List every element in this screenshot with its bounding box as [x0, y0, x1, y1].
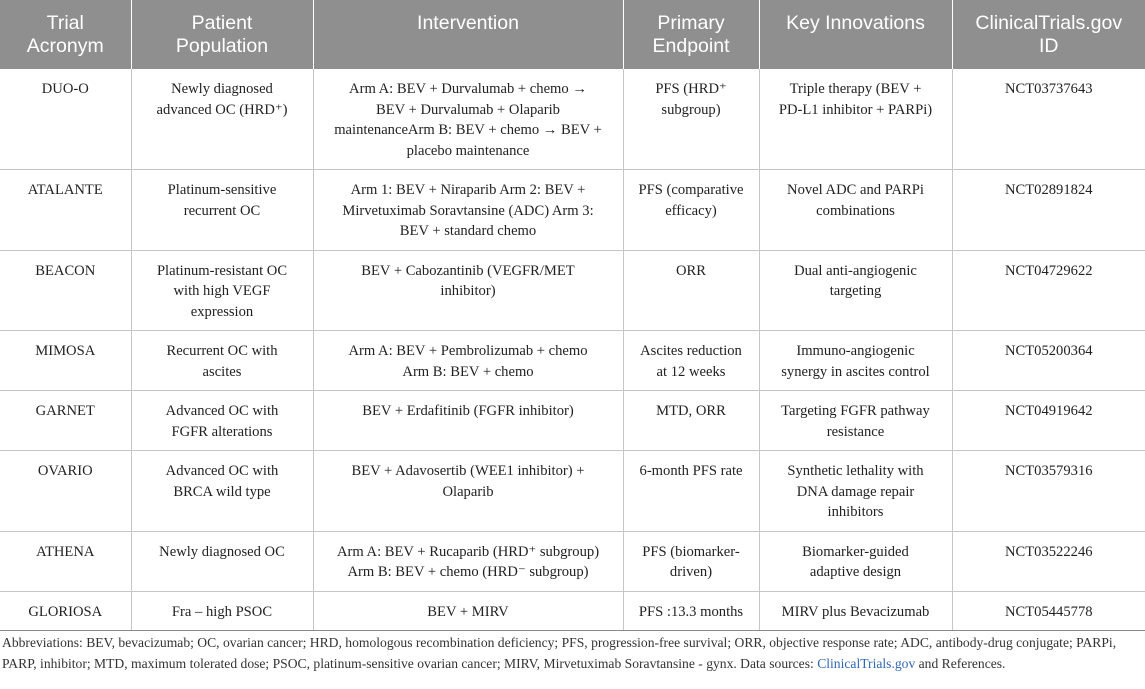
cell-key-innovations: Synthetic lethality with DNA damage repair inhibitors [759, 451, 952, 532]
header-patient-population: Patient Population [131, 0, 313, 69]
cell-trial-acronym: OVARIO [0, 451, 131, 532]
cell-patient-population: Newly diagnosed OC [131, 531, 313, 591]
table-row [0, 69, 1145, 170]
cell-intervention: BEV + MIRV [313, 591, 623, 631]
header-key-innovations: Key Innovations [759, 0, 952, 69]
cell-primary-endpoint: PFS :13.3 months [623, 591, 759, 631]
table-row [0, 391, 1145, 451]
cell-trial-id: NCT04729622 [952, 250, 1145, 331]
cell-trial-id: NCT05200364 [952, 331, 1145, 391]
cell-trial-acronym: GLORIOSA [0, 591, 131, 631]
cell-patient-population: Newly diagnosed advanced OC (HRD⁺) [131, 69, 313, 170]
header-clinicaltrials-id: ClinicalTrials.gov ID [952, 0, 1145, 69]
cell-trial-id: NCT05445778 [952, 591, 1145, 631]
cell-trial-acronym: ATALANTE [0, 170, 131, 251]
cell-intervention: BEV + Erdafitinib (FGFR inhibitor) [313, 391, 623, 451]
table-row [0, 591, 1145, 631]
table-row [0, 250, 1145, 331]
cell-trial-acronym: BEACON [0, 250, 131, 331]
cell-trial-id: NCT03579316 [952, 451, 1145, 532]
cell-trial-acronym: GARNET [0, 391, 131, 451]
cell-patient-population: Fra – high PSOC [131, 591, 313, 631]
cell-intervention: BEV + Cabozantinib (VEGFR/MET inhibitor) [313, 250, 623, 331]
table-row [0, 331, 1145, 391]
cell-primary-endpoint: ORR [623, 250, 759, 331]
cell-trial-id: NCT02891824 [952, 170, 1145, 251]
cell-patient-population: Advanced OC with BRCA wild type [131, 451, 313, 532]
header-primary-endpoint: Primary Endpoint [623, 0, 759, 69]
cell-key-innovations: Dual anti-angiogenic targeting [759, 250, 952, 331]
header-trial-acronym: Trial Acronym [0, 0, 131, 69]
cell-key-innovations: MIRV plus Bevacizumab [759, 591, 952, 631]
cell-patient-population: Platinum-resistant OC with high VEGF expression [131, 250, 313, 331]
cell-intervention: Arm 1: BEV + Niraparib Arm 2: BEV + Mirvetuximab Soravtansine (ADC) Arm 3: BEV + standard chemo [313, 170, 623, 251]
cell-trial-acronym: DUO-O [0, 69, 131, 170]
cell-primary-endpoint: 6-month PFS rate [623, 451, 759, 532]
cell-primary-endpoint: PFS (HRD⁺ subgroup) [623, 69, 759, 170]
cell-primary-endpoint: Ascites reduction at 12 weeks [623, 331, 759, 391]
footnote-text: Abbreviations: BEV, bevacizumab; OC, ovarian cancer; HRD, homologous recombination deficiency; PFS, progression-free survival; ORR, objective response rate; ADC, antibody-drug conjugate; PARPi, PARP, inhibitor; MTD, maximum tolerated dose; PSOC, platinum-sensitive ovarian cancer; MIRV, Mirvetuximab Soravtansine - gynx. Data sources: [2, 635, 1117, 671]
cell-key-innovations: Immuno-angiogenic synergy in ascites control [759, 331, 952, 391]
cell-patient-population: Platinum-sensitive recurrent OC [131, 170, 313, 251]
cell-intervention: Arm A: BEV + Rucaparib (HRD⁺ subgroup) Arm B: BEV + chemo (HRD⁻ subgroup) [313, 531, 623, 591]
cell-key-innovations: Biomarker-guided adaptive design [759, 531, 952, 591]
table-row [0, 531, 1145, 591]
footnote-tail: and References. [915, 656, 1006, 671]
header-row [0, 0, 1145, 69]
cell-key-innovations: Novel ADC and PARPi combinations [759, 170, 952, 251]
cell-trial-acronym: MIMOSA [0, 331, 131, 391]
cell-primary-endpoint: PFS (comparative efficacy) [623, 170, 759, 251]
cell-intervention: Arm A: BEV + Pembrolizumab + chemo Arm B: BEV + chemo [313, 331, 623, 391]
cell-intervention: BEV + Adavosertib (WEE1 inhibitor) + Olaparib [313, 451, 623, 532]
clinicaltrials-link[interactable]: ClinicalTrials.gov [817, 656, 916, 671]
table-row [0, 170, 1145, 251]
cell-trial-acronym: ATHENA [0, 531, 131, 591]
cell-primary-endpoint: PFS (biomarker- driven) [623, 531, 759, 591]
header-intervention: Intervention [313, 0, 623, 69]
cell-trial-id: NCT04919642 [952, 391, 1145, 451]
table-footnote [2, 632, 1140, 674]
table-row [0, 451, 1145, 532]
cell-patient-population: Advanced OC with FGFR alterations [131, 391, 313, 451]
cell-key-innovations: Targeting FGFR pathway resistance [759, 391, 952, 451]
cell-trial-id: NCT03522246 [952, 531, 1145, 591]
cell-patient-population: Recurrent OC with ascites [131, 331, 313, 391]
cell-intervention: Arm A: BEV + Durvalumab + chemo → BEV + Durvalumab + Olaparib maintenanceArm B: BEV + chemo → BEV + placebo maintenance [313, 69, 623, 170]
cell-key-innovations: Triple therapy (BEV + PD-L1 inhibitor + PARPi) [759, 69, 952, 170]
cell-trial-id: NCT03737643 [952, 69, 1145, 170]
cell-primary-endpoint: MTD, ORR [623, 391, 759, 451]
